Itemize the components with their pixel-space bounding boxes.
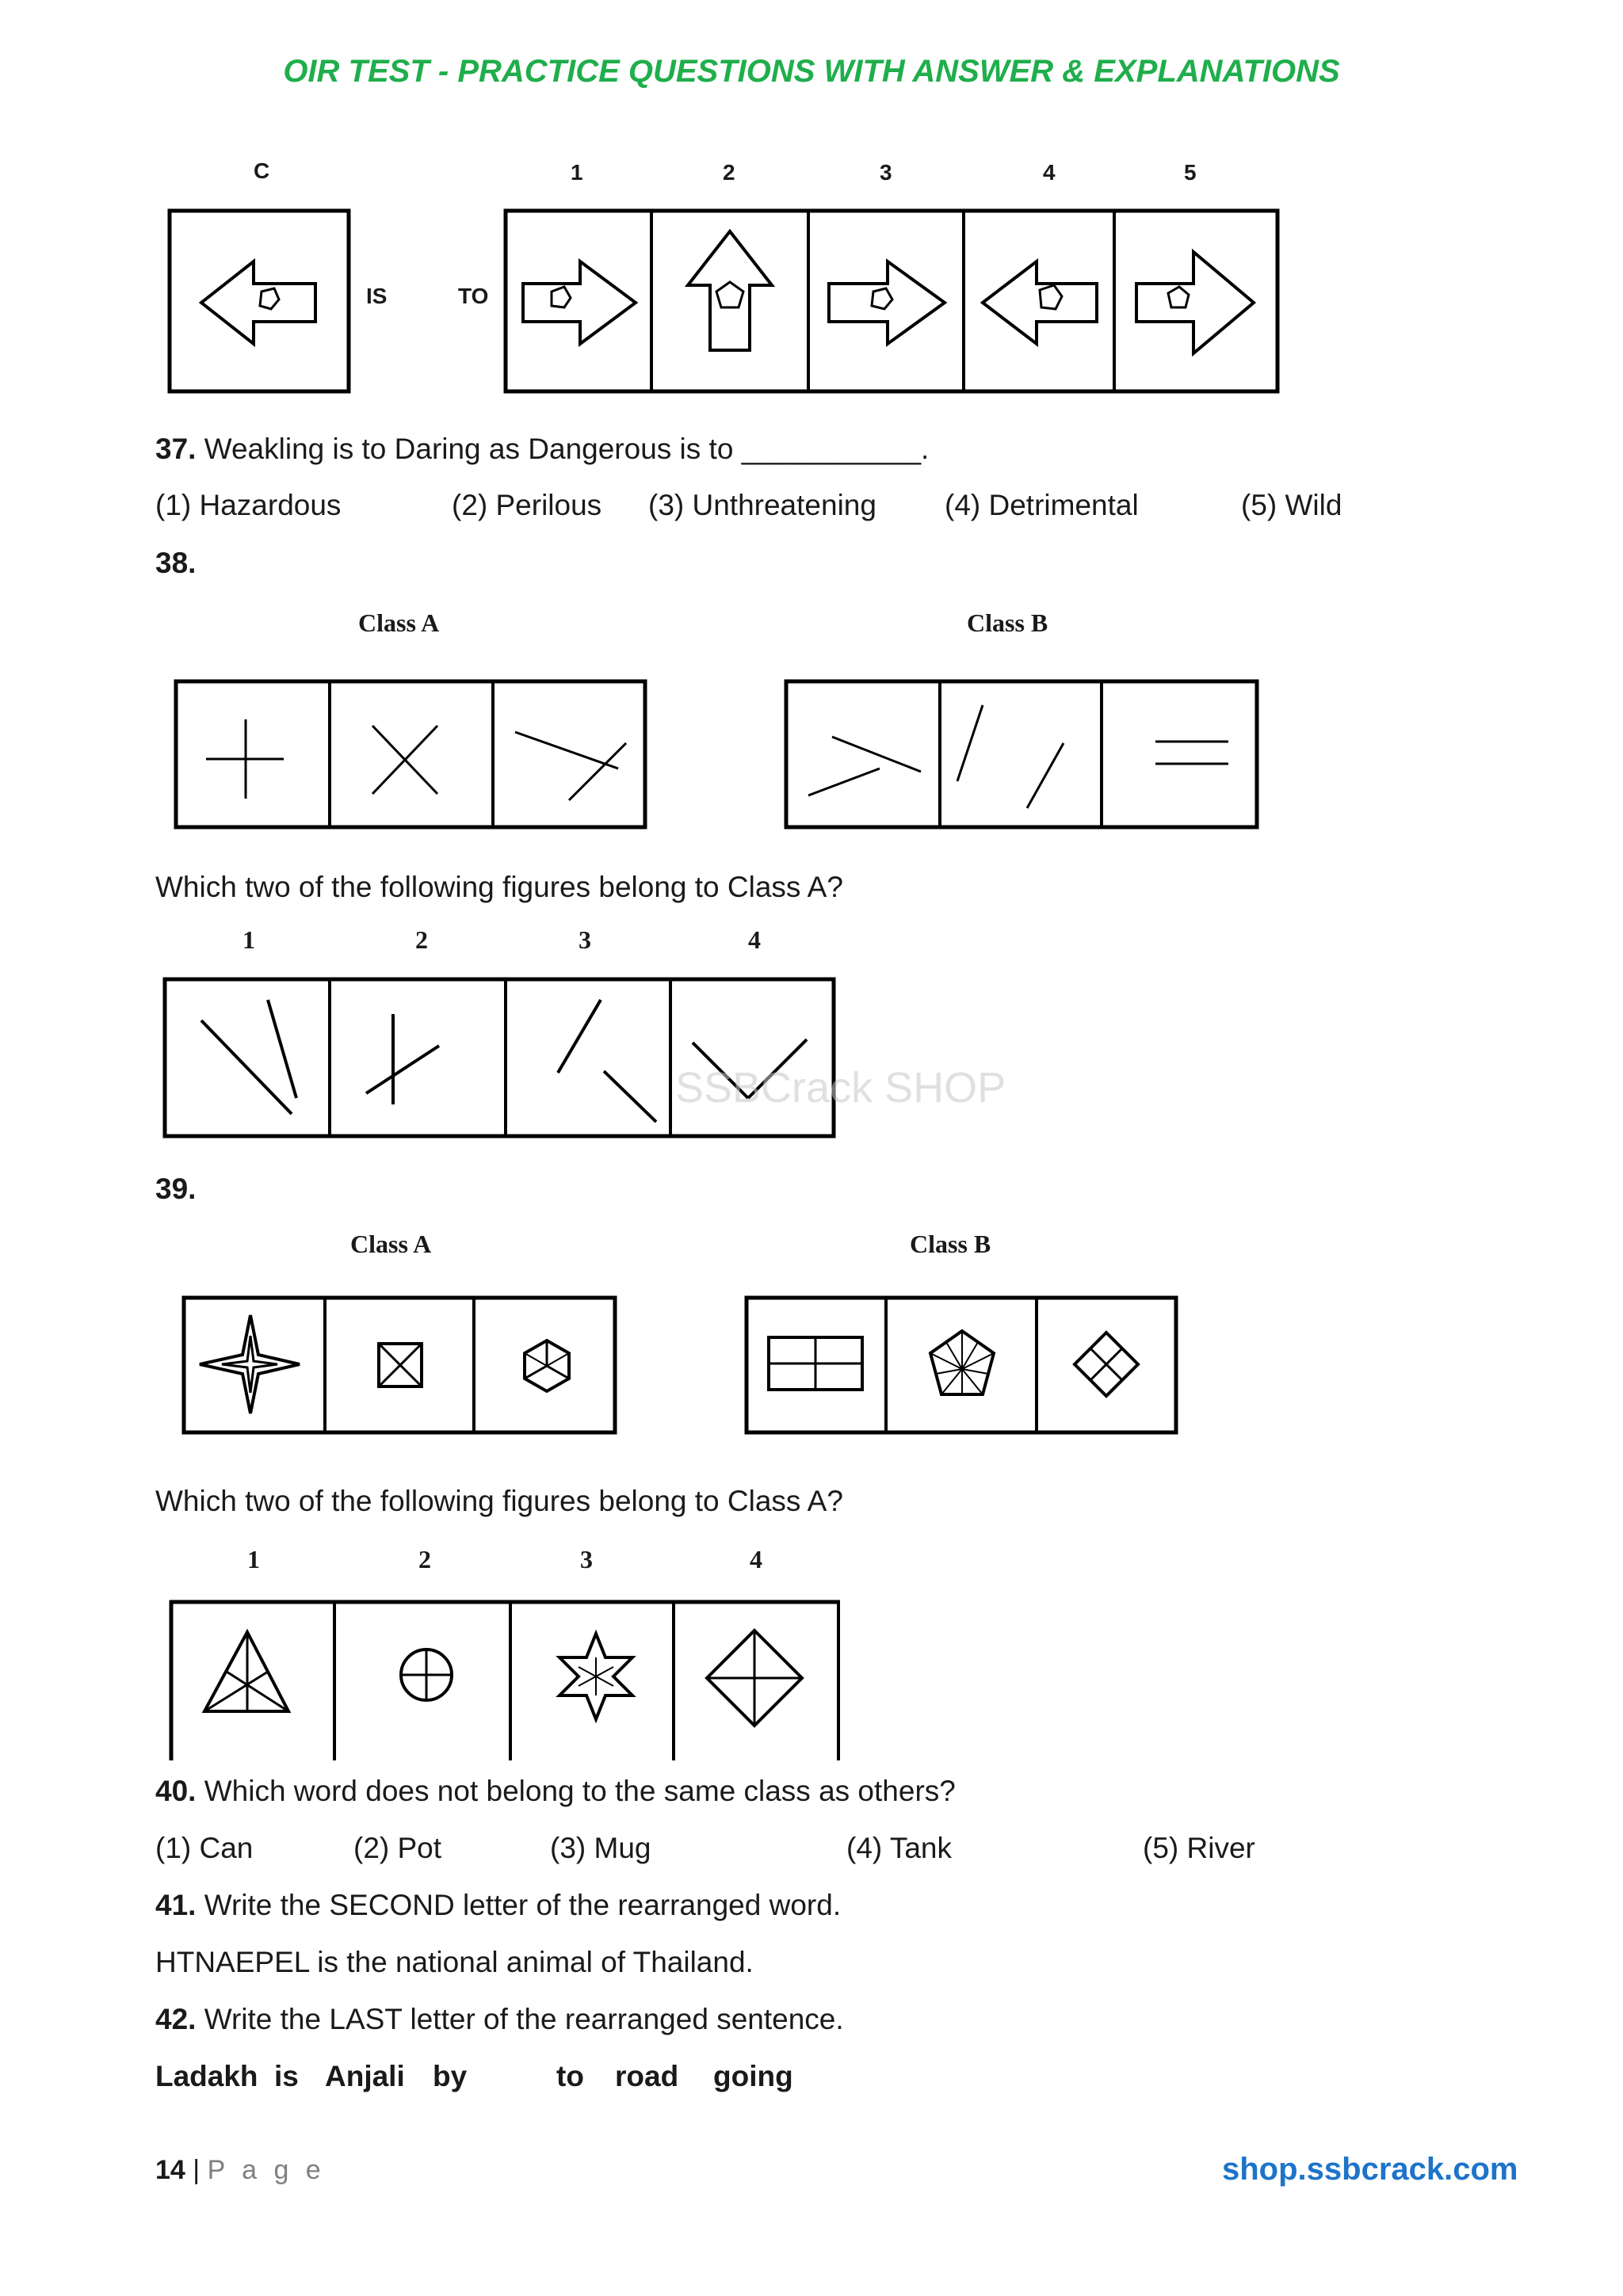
q36-option-label-1: 1	[571, 160, 583, 185]
page-separator: |	[193, 2155, 200, 2185]
q38-class-a-label: Class A	[358, 608, 440, 637]
q39-class-a-figures	[182, 1296, 617, 1436]
q40-option-2: (2) Pot	[353, 1832, 442, 1864]
q36-option-label-3: 3	[880, 160, 892, 185]
page-word: P a g e	[207, 2155, 326, 2185]
q39-option-label-1: 1	[247, 1545, 260, 1573]
page-footer-number	[155, 2155, 326, 2186]
q38-option-label-3: 3	[579, 925, 591, 954]
page-number: 14	[155, 2155, 185, 2185]
q42-number: 42.	[155, 2003, 197, 2035]
q40-option-5: (5) River	[1143, 1832, 1255, 1864]
q38-class-b-figures	[785, 680, 1258, 830]
q38-class-a-figures	[174, 680, 647, 830]
q37-option-2: (2) Perilous	[452, 489, 602, 521]
q36-problem-figure	[168, 209, 350, 393]
q42-word-6: road	[615, 2060, 679, 2092]
q40-option-1: (1) Can	[155, 1832, 254, 1864]
footer-site-link[interactable]: shop.ssbcrack.com	[1222, 2152, 1518, 2187]
page-header-title: OIR TEST - PRACTICE QUESTIONS WITH ANSWER & EXPLANATIONS	[283, 54, 1340, 89]
q36-option-label-2: 2	[723, 160, 735, 185]
q42-question	[155, 2003, 844, 2036]
q39-class-b-figures	[745, 1296, 1178, 1436]
q38-class-b-label: Class B	[967, 608, 1048, 637]
q37-question	[155, 433, 929, 466]
problem-figure-label: C	[254, 158, 270, 183]
q42-word-7: going	[713, 2060, 793, 2092]
q37-option-3: (3) Unthreatening	[648, 489, 876, 521]
q37-option-4: (4) Detrimental	[945, 489, 1139, 521]
q36-answer-figures	[504, 209, 1279, 395]
q41-text: Write the SECOND letter of the rearranged word.	[204, 1889, 842, 1921]
q38-option-label-2: 2	[415, 925, 428, 954]
q37-option-1: (1) Hazardous	[155, 489, 342, 521]
q42-text: Write the LAST letter of the rearranged sentence.	[204, 2003, 844, 2035]
q36-option-label-5: 5	[1184, 160, 1197, 185]
q41-number: 41.	[155, 1889, 197, 1921]
is-label: IS	[366, 284, 388, 308]
q39-number: 39.	[155, 1173, 197, 1205]
q40-text: Which word does not belong to the same class as others?	[204, 1775, 956, 1807]
q39-class-a-label: Class A	[350, 1230, 432, 1258]
q39-class-b-label: Class B	[910, 1230, 991, 1258]
q38-option-label-1: 1	[242, 925, 255, 954]
q40-option-4: (4) Tank	[846, 1832, 952, 1864]
q39-option-label-3: 3	[580, 1545, 593, 1573]
q42-word-1: Ladakh	[155, 2060, 258, 2092]
q42-word-2: is	[274, 2060, 299, 2092]
q38-question: Which two of the following figures belong to Class A?	[155, 871, 843, 903]
q40-option-3: (3) Mug	[550, 1832, 651, 1864]
q38-answer-figures	[163, 978, 835, 1139]
q37-number: 37.	[155, 433, 197, 465]
watermark: SSBCrack SHOP	[675, 1064, 1006, 1112]
q41-line2: HTNAEPEL is the national animal of Thailand.	[155, 1946, 754, 1978]
q39-option-label-4: 4	[750, 1545, 762, 1573]
q40-number: 40.	[155, 1775, 197, 1807]
q37-text: Weakling is to Daring as Dangerous is to ___________.	[204, 433, 930, 465]
to-label: TO	[458, 284, 489, 308]
q41-question	[155, 1889, 841, 1922]
q39-question: Which two of the following figures belong to Class A?	[155, 1485, 843, 1517]
q39-option-label-2: 2	[418, 1545, 431, 1573]
q38-number: 38.	[155, 547, 197, 579]
q38-option-label-4: 4	[748, 925, 761, 954]
q42-word-4: by	[433, 2060, 468, 2092]
q40-question	[155, 1775, 956, 1808]
q42-word-5: to	[556, 2060, 584, 2092]
q37-option-5: (5) Wild	[1241, 489, 1342, 521]
q36-option-label-4: 4	[1043, 160, 1056, 185]
q39-answer-figures	[168, 1599, 842, 1760]
q42-word-3: Anjali	[325, 2060, 405, 2092]
